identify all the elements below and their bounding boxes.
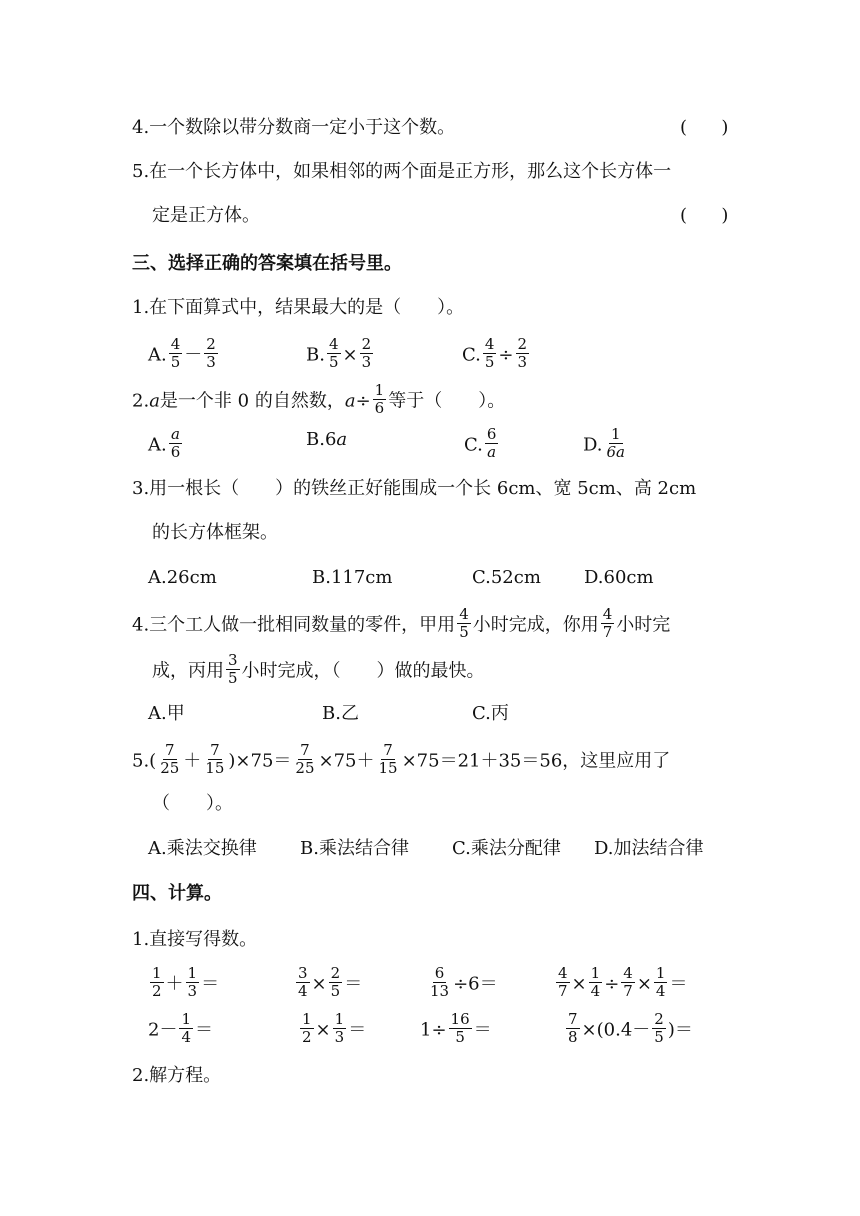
option-a: A.甲 <box>148 703 185 724</box>
fraction: $\frac{1}{3}$ <box>187 964 198 1000</box>
question-3-3-line1: 3.用一根长（ ）的铁丝正好能围成一个长 6cm、宽 5cm、高 2cm <box>132 478 697 499</box>
fraction: $\frac{2}{3}$ <box>517 335 528 371</box>
fraction: $\frac{4}{5}$ <box>484 335 495 371</box>
fraction: $\frac{1}{6a}$ <box>606 425 626 461</box>
option-d: D.加法结合律 <box>594 838 704 859</box>
answer-blank: ( ) <box>680 205 729 226</box>
fraction: $\frac{4}{7}$ <box>623 964 633 1000</box>
fraction: $\frac{16}{5}$ <box>450 1010 470 1046</box>
fraction: $\frac{1}{4}$ <box>655 964 666 1000</box>
question-3-5-line1: 5.( $\frac{7}{25}$ ＋ $\frac{7}{15}$ )×75＝ $\frac{7}{25}$ ×75＋ $\frac{7}{15}$ ×75＝21＋35＝56，这里应用了 <box>132 741 671 777</box>
fraction: $\frac{7}{8}$ <box>568 1010 578 1046</box>
fraction: $\frac{1}{3}$ <box>334 1010 345 1046</box>
question-2-4: 4.一个数除以带分数商一定小于这个数。 <box>132 117 456 138</box>
option-a: A. $\frac{4}{5}$ － $\frac{2}{3}$ <box>148 335 216 371</box>
option-b: B.117cm <box>312 567 393 588</box>
fraction: $\frac{1}{4}$ <box>590 964 601 1000</box>
fraction: $\frac{3}{4}$ <box>298 964 308 1000</box>
fraction: $\frac{2}{3}$ <box>361 335 372 371</box>
option-c: C. $\frac{4}{5}$ ÷ $\frac{2}{3}$ <box>462 335 528 371</box>
fraction: $\frac{a}{6}$ <box>170 425 181 461</box>
option-b: B.6a <box>306 429 348 450</box>
option-a: A.乘法交换律 <box>148 838 257 859</box>
fraction: $\frac{4}{5}$ <box>328 335 339 371</box>
answer-blank: ( ) <box>680 117 729 138</box>
question-2-5-line2: 定是正方体。 <box>152 205 260 226</box>
fraction: $\frac{1}{6}$ <box>374 381 385 417</box>
fraction: $\frac{6}{13}$ <box>430 964 450 1000</box>
calc-item: $\frac{3}{4}$ × $\frac{2}{5}$ ＝ <box>298 964 363 1000</box>
fraction: $\frac{1}{2}$ <box>152 964 162 1000</box>
calc-item: $\frac{1}{2}$ ＋ $\frac{1}{3}$ ＝ <box>152 964 220 1000</box>
fraction: $\frac{2}{5}$ <box>330 964 341 1000</box>
fraction: $\frac{7}{15}$ <box>378 741 398 777</box>
fraction: $\frac{1}{2}$ <box>302 1010 312 1046</box>
fraction: $\frac{4}{5}$ <box>459 605 469 641</box>
fraction: $\frac{4}{5}$ <box>170 335 181 371</box>
calc-item: 1÷ $\frac{16}{5}$ ＝ <box>420 1010 492 1046</box>
option-b: B.乘法结合律 <box>300 838 409 859</box>
question-3-2-stem: 2.a是一个非 0 的自然数，a÷ $\frac{1}{6}$ 等于（ ）。 <box>132 381 506 417</box>
fraction: $\frac{7}{15}$ <box>205 741 225 777</box>
question-3-1-stem: 1.在下面算式中，结果最大的是（ ）。 <box>132 297 465 318</box>
fraction: $\frac{1}{4}$ <box>181 1010 191 1046</box>
option-c: C.乘法分配律 <box>452 838 561 859</box>
calc-item: 2－ $\frac{1}{4}$ ＝ <box>148 1010 213 1046</box>
section-3-heading: 三、选择正确的答案填在括号里。 <box>132 253 402 274</box>
question-3-5-line2: （ ）。 <box>152 793 233 814</box>
calc-item: $\frac{7}{8}$ ×(0.4－ $\frac{2}{5}$ )＝ <box>568 1010 693 1046</box>
option-c: C. $\frac{6}{a}$ <box>464 425 497 461</box>
option-d: D. $\frac{1}{6a}$ <box>583 425 626 461</box>
question-4-2-title: 2.解方程。 <box>132 1065 222 1086</box>
option-a: A. $\frac{a}{6}$ <box>148 425 181 461</box>
option-c: C.丙 <box>472 703 509 724</box>
fraction: $\frac{2}{5}$ <box>654 1010 664 1046</box>
option-c: C.52cm <box>472 567 541 588</box>
option-d: D.60cm <box>584 567 654 588</box>
option-b: B. $\frac{4}{5}$ × $\frac{2}{3}$ <box>306 335 372 371</box>
calc-item: $\frac{6}{13}$ ÷6＝ <box>430 964 498 1000</box>
fraction: $\frac{2}{3}$ <box>206 335 216 371</box>
question-3-3-line2: 的长方体框架。 <box>152 522 278 543</box>
fraction: $\frac{7}{25}$ <box>295 741 315 777</box>
fraction: $\frac{6}{a}$ <box>486 425 497 461</box>
option-a: A.26cm <box>148 567 217 588</box>
question-3-4-line1: 4.三个工人做一批相同数量的零件，甲用 $\frac{4}{5}$ 小时完成，你用 $\frac{4}{7}$ 小时完 <box>132 605 671 641</box>
fraction: $\frac{3}{5}$ <box>228 651 238 687</box>
option-b: B.乙 <box>322 703 359 724</box>
section-4-heading: 四、计算。 <box>132 883 222 904</box>
fraction: $\frac{4}{7}$ <box>602 605 613 641</box>
question-3-4-line2: 成，丙用 $\frac{3}{5}$ 小时完成，（ ）做的最快。 <box>152 651 485 687</box>
question-4-1-title: 1.直接写得数。 <box>132 929 258 950</box>
calc-item: $\frac{4}{7}$ × $\frac{1}{4}$ ÷ $\frac{4}{7}$ × $\frac{1}{4}$ ＝ <box>558 964 688 1000</box>
fraction: $\frac{4}{7}$ <box>558 964 568 1000</box>
calc-item: $\frac{1}{2}$ × $\frac{1}{3}$ ＝ <box>302 1010 367 1046</box>
fraction: $\frac{7}{25}$ <box>160 741 180 777</box>
question-2-5-line1: 5.在一个长方体中，如果相邻的两个面是正方形，那么这个长方体一 <box>132 161 672 182</box>
